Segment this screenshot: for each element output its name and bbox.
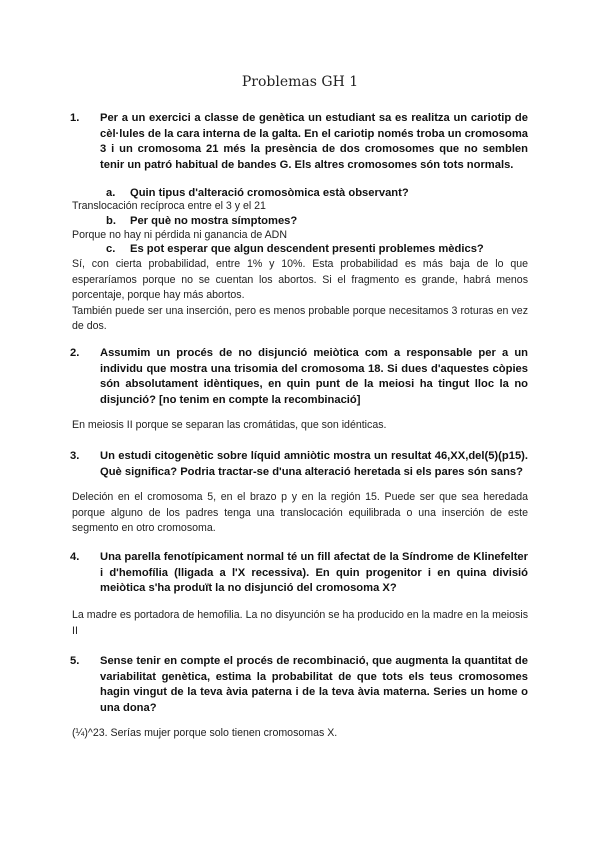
page-title: Problemas GH 1 xyxy=(241,74,359,90)
subquestion-text: Es pot esperar que algun descendent presenti problemes mèdics? xyxy=(130,243,484,255)
question-number: 3. xyxy=(70,450,80,462)
question-text: Assumim un procés de no disjunció meiòtica com a responsable per a un individu que mostra una trisomia del cromosoma 18. Si dues d'aquestes còpies són absolutament idèntiques, en quin punt de la meiosi ha tingut lloc la no disjunció? [no tenim en compte la recombinació] xyxy=(100,347,528,406)
subquestion-text: Quin tipus d'alteració cromosòmica està observant? xyxy=(130,187,409,199)
answer-1c xyxy=(72,257,528,335)
question-3 xyxy=(70,449,528,480)
answer-5: (¼)^23. Serías mujer porque solo tienen cromosomas X. xyxy=(72,727,338,739)
question-2 xyxy=(70,346,528,408)
question-5 xyxy=(70,654,528,716)
answer-1b: Porque no hay ni pérdida ni ganancia de ADN xyxy=(72,229,287,241)
question-text: Sense tenir en compte el procés de recombinació, que augmenta la quantitat de variabilitat genètica, estima la probabilitat de que tots els teus cromosomes hagin vingut de la teva àvia paterna i de la teva àvia materna. Series un home o una dona? xyxy=(100,655,528,714)
subquestion-text: Per què no mostra símptomes? xyxy=(130,215,298,227)
subquestion-number: c. xyxy=(106,243,116,255)
question-text: Per a un exercici a classe de genètica un estudiant sa es realitza un cariotip de cèl·lules de la cara interna de la galta. En el cariotip només troba un cromosoma 3 i un cromosoma 21 més la presència de dos cromosomes que no semblen tenir un patró habitual de bandes G. Els altres cromosomes són tots normals. xyxy=(100,112,528,171)
subquestion-number: a. xyxy=(106,187,116,199)
answer-3: Deleción en el cromosoma 5, en el brazo p y en la región 15. Puede ser que sea heredada porque alguno de los padres tenga una translocación equilibrada o una inserción de este segmento en otro cromosoma. xyxy=(72,491,528,535)
question-number: 5. xyxy=(70,655,80,667)
answer-2: En meiosis II porque se separan las cromátidas, que son idénticas. xyxy=(72,419,387,431)
subquestion-1c xyxy=(106,242,484,257)
question-text: Una parella fenotípicament normal té un fill afectat de la Síndrome de Klinefelter i d'hemofília (lligada a l'X recessiva). En quin progenitor i en quina divisió meiòtica s'ha produït la no disjunció del cromosoma X? xyxy=(100,551,528,594)
answer-4: La madre es portadora de hemofilia. La no disyunción se ha producido en la madre en la meiosis II xyxy=(72,609,528,637)
question-text: Un estudi citogenètic sobre líquid amniòtic mostra un resultat 46,XX,del(5)(p15). Què significa? Podria tractar-se d'una alteració heretada si els pares són sans? xyxy=(100,450,528,478)
question-number: 2. xyxy=(70,347,80,359)
question-4 xyxy=(70,550,528,597)
subquestion-1b xyxy=(106,214,297,229)
subquestion-number: b. xyxy=(106,215,116,227)
answer-paragraph: Sí, con cierta probabilidad, entre 1% y 10%. Esta probabilidad es más baja de lo que esperaríamos porque no se cuentan los abortos. Si el fragmento es grande, habrá menos porcentaje, porque hay más abortos. xyxy=(72,258,528,302)
question-number: 1. xyxy=(70,112,80,124)
question-1 xyxy=(70,111,528,173)
answer-paragraph: También puede ser una inserción, pero es menos probable porque necesitamos 3 roturas en vez de dos. xyxy=(72,304,528,333)
answer-1a: Translocación recíproca entre el 3 y el 21 xyxy=(72,200,266,212)
question-number: 4. xyxy=(70,551,80,563)
